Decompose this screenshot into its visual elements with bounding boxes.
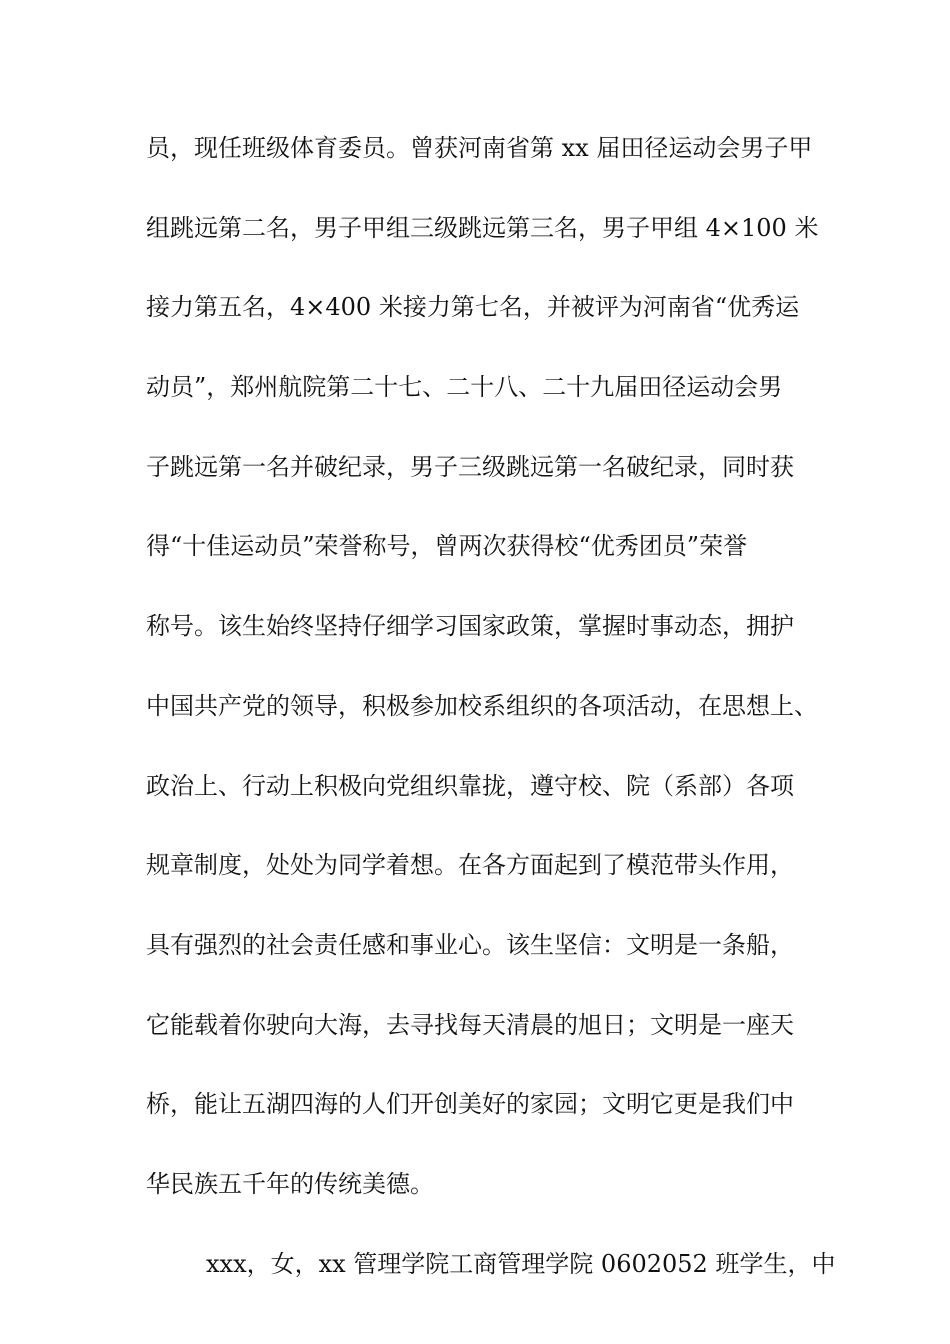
text-line: 称号。该生始终坚持仔细学习国家政策，掌握时事动态，拥护 bbox=[146, 612, 794, 641]
text-line: 政治上、行动上积极向党组织靠拢，遵守校、院（系部）各项 bbox=[146, 771, 794, 800]
text-line: 中国共产党的领导，积极参加校系组织的各项活动，在思想上、 bbox=[146, 691, 818, 720]
paragraph-start-line: xxx，女，xx 管理学院工商管理学院 0602052 班学生，中 bbox=[206, 1249, 836, 1278]
text-line: 动员”，郑州航院第二十七、二十八、二十九届田径运动会男 bbox=[146, 373, 783, 402]
text-line: 员，现任班级体育委员。曾获河南省第 xx 届田径运动会男子甲 bbox=[146, 134, 813, 162]
text-line: 它能载着你驶向大海，去寻找每天清晨的旭日；文明是一座天 bbox=[146, 1010, 794, 1039]
text-line: 桥，能让五湖四海的人们开创美好的家园；文明它更是我们中 bbox=[146, 1090, 794, 1119]
text-line: 子跳远第一名并破纪录，男子三级跳远第一名破纪录，同时获 bbox=[146, 452, 794, 481]
text-line: 得“十佳运动员”荣誉称号，曾两次获得校“优秀团员”荣誉 bbox=[146, 532, 748, 561]
text-line: 组跳远第二名，男子甲组三级跳远第三名，男子甲组 4×100 米 bbox=[146, 213, 819, 242]
text-line: 接力第五名，4×400 米接力第七名，并被评为河南省“优秀运 bbox=[146, 293, 800, 322]
text-line: 具有强烈的社会责任感和事业心。该生坚信：文明是一条船， bbox=[146, 930, 794, 959]
body-text bbox=[146, 131, 846, 1326]
text-line: 规章制度，处处为同学着想。在各方面起到了模范带头作用， bbox=[146, 851, 794, 880]
text-line: 华民族五千年的传统美德。 bbox=[146, 1169, 434, 1198]
